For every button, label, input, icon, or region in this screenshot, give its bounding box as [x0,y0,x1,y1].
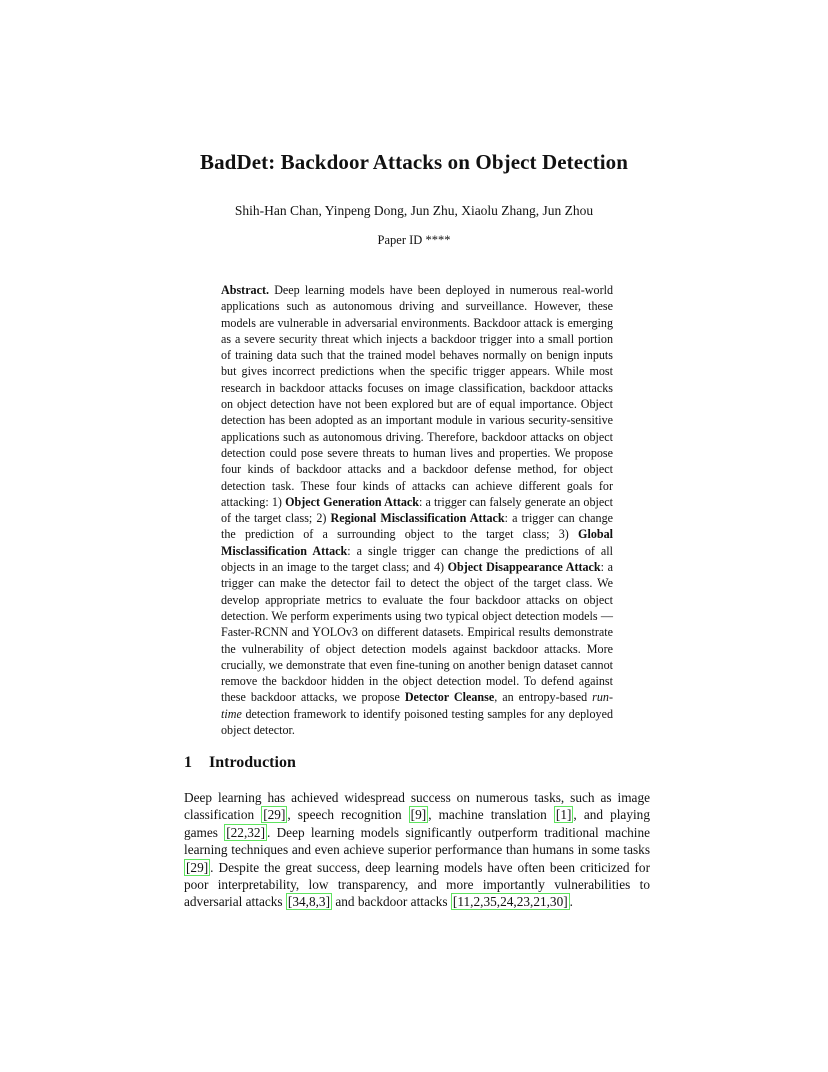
attack-name: Object Generation Attack [285,494,420,509]
author-list: Shih-Han Chan, Yinpeng Dong, Jun Zhu, Xiaolu Zhang, Jun Zhou [234,203,594,218]
intro-text: . Deep learning models significantly outperform traditional machine learning techniques and even achieve superior performance than humans in some tasks [184,824,651,858]
abstract [221,282,613,738]
paper-title: BadDet: Backdoor Attacks on Object Detection [199,150,629,174]
attack-name: Object Disappearance Attack [447,560,601,575]
citation-link[interactable]: [22,32] [226,824,266,840]
intro-text: Deep learning has achieved widespread success on numerous tasks, such as image classification [184,790,650,823]
intro-text: and backdoor attacks [335,894,448,910]
citation-link[interactable]: [29] [263,807,286,823]
intro-text: , machine translation [428,807,547,823]
abstract-text: detection framework to identify poisoned testing samples for any deployed object detector. [221,706,613,738]
abstract-text: : a trigger can change the prediction of a surrounding object to the target class; 3) [221,511,613,542]
citation-link[interactable]: [29] [186,859,209,875]
citation-link[interactable]: [9] [410,807,427,823]
citation-link[interactable]: [34,8,3] [287,894,331,910]
intro-text: , speech recognition [287,807,402,823]
abstract-text: : a trigger can falsely generate an object of the target class; 2) [221,494,613,526]
section-number: 1 [184,754,192,771]
intro-paragraph [184,789,650,911]
attack-name: Regional Misclassification Attack [330,511,505,526]
citation-link[interactable]: [1] [555,807,572,823]
attack-name: Global Misclassification Attack [221,527,613,558]
intro-text: . [569,894,573,910]
defense-name: Detector Cleanse [404,690,495,705]
citation-link[interactable]: [11,2,35,24,23,21,30] [452,894,568,910]
runtime-term: run-time [221,690,613,721]
abstract-text: : a trigger can make the detector fail to detect the object of the target class. We develop appropriate metrics to evaluate the four backdoor attacks on object detection. We perform experiments using two typical object detection models — Faster-RCNN and YOLOv3 on different datasets. Empirical results demonstrate the vulnerability of object detection models against backdoor attacks. More crucially, we demonstrate that even fine-tuning on another benign dataset cannot remove the backdoor hidden in the object detection model. To defend against these backdoor attacks, we propose [221,560,613,705]
abstract-text: , an entropy-based [494,690,588,705]
paper-id: Paper ID **** [377,233,451,247]
section-title: Introduction [209,754,296,771]
section-heading [184,754,296,772]
intro-text: . Despite the great success, deep learning models have often been criticized for poor interpretability, low transparency, and more importantly vulnerabilities to adversarial attacks [184,859,650,910]
abstract-text: Deep learning models have been deployed in numerous real-world applications such as autonomous driving and surveillance. However, these models are vulnerable in adversarial environments. Backdoor attack is emerging as a severe security threat which injects a backdoor trigger into a small portion of training data such that the trained model behaves normally on benign inputs but gives incorrect predictions when the specific trigger appears. While most research in backdoor attacks focuses on image classification, backdoor attacks on object detection have not been explored but are of equal importance. Object detection has been adopted as an important module in various security-sensitive applications such as autonomous driving. Therefore, backdoor attacks on object detection could pose severe threats to human lives and properties. We propose four kinds of backdoor attacks and a backdoor defense method, for object detection task. These four kinds of attacks can achieve different goals for attacking: 1) [221,283,614,509]
abstract-text: : a single trigger can change the predictions of all objects in an image to the target class; and 4) [221,543,614,575]
intro-text: , and playing games [184,807,650,840]
abstract-label: Abstract. [221,283,270,297]
